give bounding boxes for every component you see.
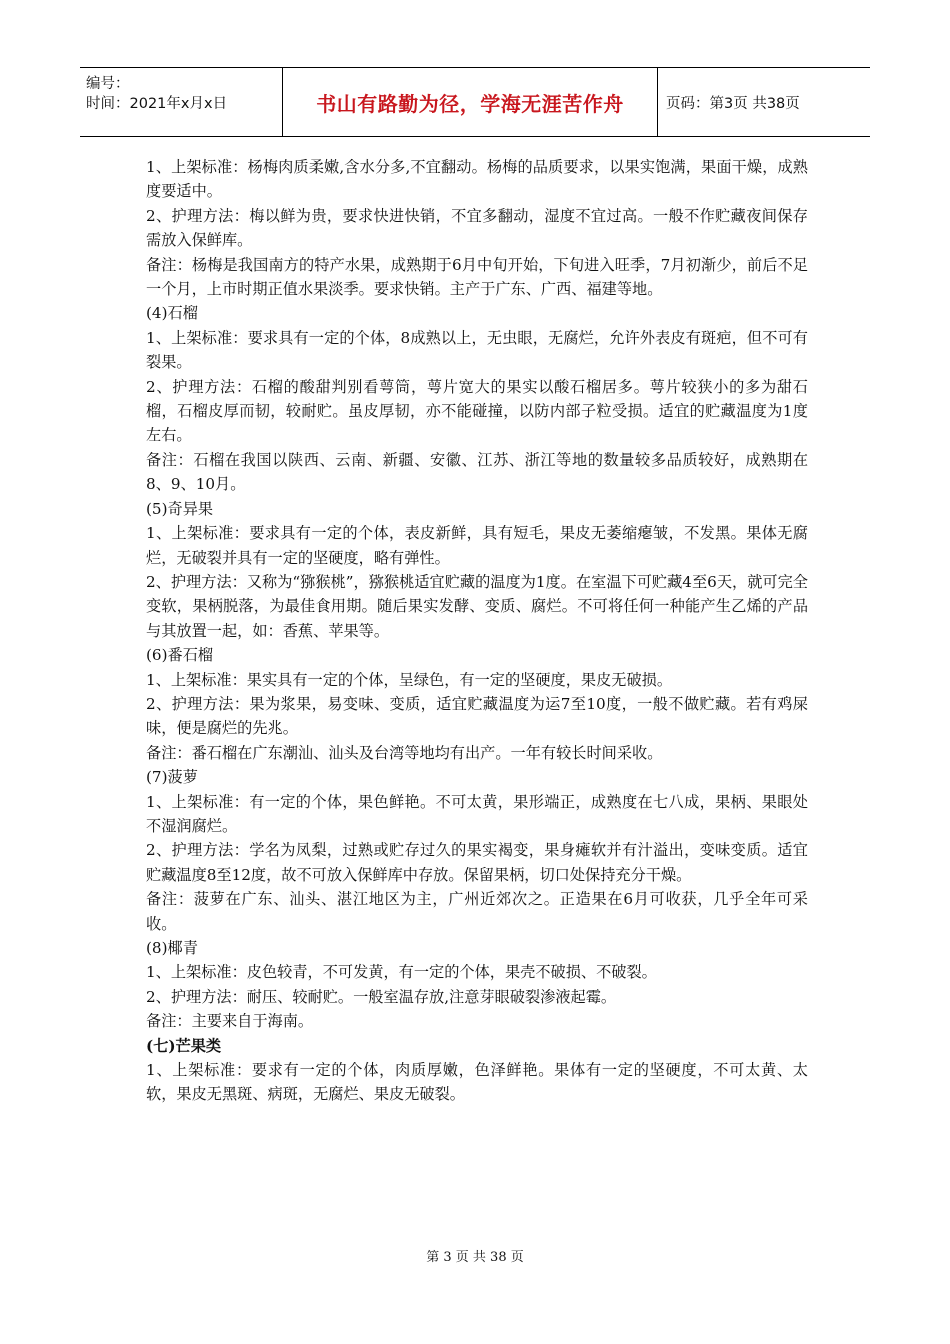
paragraph: 备注：番石榴在广东潮汕、汕头及台湾等地均有出产。一年有较长时间采收。 xyxy=(146,743,663,762)
paragraph: 1、上架标准：杨梅肉质柔嫩,含水分多,不宜翻动。杨梅的品质要求，以果实饱满，果面干燥，成熟度要适中。 xyxy=(146,158,808,201)
paragraph: (6)番石榴 xyxy=(146,646,214,665)
page-footer: 第 3 页 共 38 页 xyxy=(426,1250,524,1265)
document-date: 时间：2021年x月x日 xyxy=(86,96,228,112)
paragraph: 2、护理方法：果为浆果，易变味、变质，适宜贮藏温度为运7至10度，一般不做贮藏。若有鸡屎味，便是腐烂的先兆。 xyxy=(146,694,808,738)
paragraph: 2、护理方法：石榴的酸甜判别看萼筒，萼片宽大的果实以酸石榴居多。萼片较狭小的多为甜石榴，石榴皮厚而韧，较耐贮。虽皮厚韧，亦不能碰撞，以防内部子粒受损。适宜的贮藏温度为1度左右。 xyxy=(146,377,808,445)
paragraph: (8)椰青 xyxy=(146,939,198,957)
paragraph: 2、护理方法：又称为“猕猴桃”，猕猴桃适宜贮藏的温度为1度。在室温下可贮藏4至6天，就可完全变软，果柄脱落，为最佳食用期。随后果实发酵、变质、腐烂。不可将任何一种能产生乙烯的产品与其放置一起，如：香蕉、苹果等。 xyxy=(146,572,808,640)
paragraph: 1、上架标准：果实具有一定的个体，呈绿色，有一定的坚硬度，果皮无破损。 xyxy=(146,670,673,689)
paragraph: 2、护理方法：学名为凤梨，过熟或贮存过久的果实褐变，果身瘫软并有汁溢出，变味变质。适宜贮藏温度8至12度，故不可放入保鲜库中存放。保留果柄，切口处保持充分干燥。 xyxy=(146,841,808,884)
paragraph: 备注：杨梅是我国南方的特产水果，成熟期于6月中旬开始，下旬进入旺季，7月初渐少，前后不足一个月，上市时期正值水果淡季。要求快销。主产于广东、广西、福建等地。 xyxy=(146,255,808,299)
document-number-label: 编号： xyxy=(86,76,130,92)
paragraph: 2、护理方法：梅以鲜为贵，要求快进快销，不宜多翻动，湿度不宜过高。一般不作贮藏夜间保存需放入保鲜库。 xyxy=(146,206,808,250)
document-body xyxy=(146,155,808,1107)
header-info-cell xyxy=(80,68,283,136)
paragraph: (5)奇异果 xyxy=(146,499,214,518)
paragraph: (7)菠萝 xyxy=(146,768,198,787)
header-page-number: 页码：第3页 共38页 xyxy=(666,95,800,112)
paragraph: (4)石榴 xyxy=(146,304,198,323)
paragraph: (七)芒果类 xyxy=(146,1036,222,1055)
paragraph: 2、护理方法：耐压、较耐贮。一般室温存放,注意芽眼破裂渗液起霉。 xyxy=(146,987,617,1006)
paragraph: 1、上架标准：要求有一定的个体，肉质厚嫩，色泽鲜艳。果体有一定的坚硬度，不可太黄、太软，果皮无黑斑、病斑，无腐烂、果皮无破裂。 xyxy=(146,1061,808,1104)
paragraph: 备注：主要来自于海南。 xyxy=(146,1012,314,1031)
paragraph: 备注：石榴在我国以陕西、云南、新疆、安徽、江苏、浙江等地的数量较多品质较好，成熟期在8、9、10月。 xyxy=(146,450,808,494)
page-header xyxy=(80,67,870,137)
paragraph: 1、上架标准：要求具有一定的个体，表皮新鲜，具有短毛，果皮无萎缩瘪皱，不发黑。果体无腐烂，无破裂并具有一定的坚硬度，略有弹性。 xyxy=(146,524,808,567)
paragraph: 备注：菠萝在广东、汕头、湛江地区为主，广州近郊次之。正造果在6月可收获，几乎全年可采收。 xyxy=(146,890,808,933)
paragraph: 1、上架标准：要求具有一定的个体，8成熟以上，无虫眼，无腐烂，允许外表皮有斑疤，但不可有裂果。 xyxy=(146,328,808,372)
header-motto: 书山有路勤为径，学海无涯苦作舟 xyxy=(283,68,658,136)
paragraph: 1、上架标准：有一定的个体，果色鲜艳。不可太黄，果形端正，成熟度在七八成，果柄、果眼处不湿润腐烂。 xyxy=(146,792,808,835)
paragraph: 1、上架标准：皮色较青，不可发黄，有一定的个体，果壳不破损、不破裂。 xyxy=(146,963,657,982)
